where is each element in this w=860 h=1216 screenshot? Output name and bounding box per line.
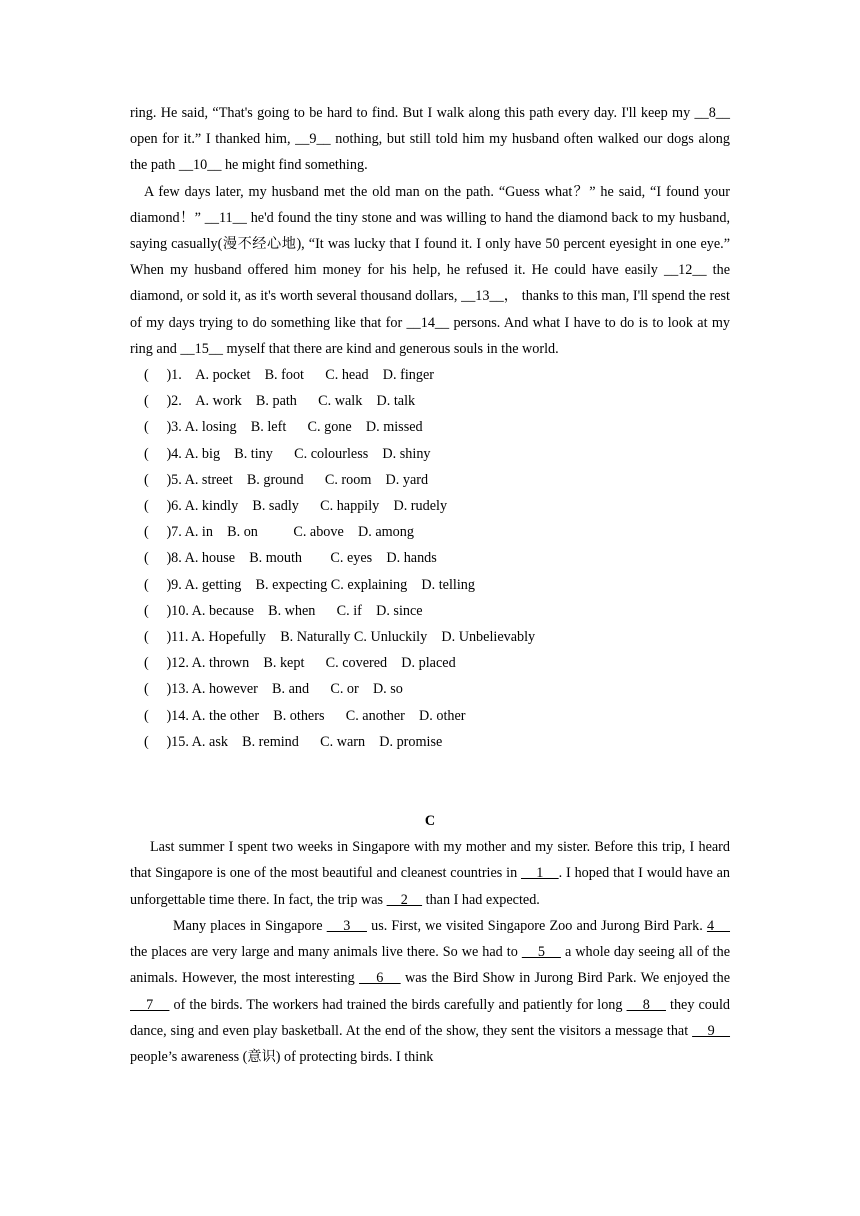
text-run: was the Bird Show in Jurong Bird Park. We enjoyed the: [400, 970, 730, 987]
blank-1: 1: [520, 865, 559, 882]
section-c-title: C: [424, 813, 436, 830]
blank-6: 6: [359, 970, 401, 987]
option-row-4: ( )4. A. big B. tiny C. colourless D. shiny: [144, 445, 431, 462]
option-row-6: ( )6. A. kindly B. sadly C. happily D. rudely: [144, 498, 448, 515]
option-row-15: ( )15. A. ask B. remind C. warn D. promise: [144, 733, 443, 750]
blank-4: 4: [706, 917, 731, 934]
option-row-1: ( )1. A. pocket B. foot C. head D. finger: [144, 367, 435, 384]
option-row-9: ( )9. A. getting B. expecting C. explaining D. telling: [144, 576, 475, 593]
option-row-3: ( )3. A. losing B. left C. gone D. missed: [144, 419, 423, 436]
blank-7: 7: [130, 996, 170, 1013]
text-run: a whole day seeing all of the animals. However, the most interesting: [130, 944, 731, 987]
blank-3: 3: [326, 917, 367, 934]
text-run: the places are very large and many animals live there. So we had to: [130, 944, 522, 961]
blank-8: 8: [626, 996, 666, 1013]
option-row-8: ( )8. A. house B. mouth C. eyes D. hands: [144, 550, 437, 567]
answer-options-list: [130, 362, 730, 755]
option-row-7: ( )7. A. in B. on C. above D. among: [144, 524, 414, 541]
blank-2: 2: [386, 891, 423, 908]
blank-5: 5: [521, 944, 561, 961]
blank-9: 9: [692, 1022, 731, 1039]
option-row-10: ( )10. A. because B. when C. if D. since: [144, 602, 423, 619]
text-run: they could dance, sing and even play basketball. At the end of the show, they sent the visitors a message that: [130, 996, 730, 1039]
option-row-2: ( )2. A. work B. path C. walk D. talk: [144, 393, 416, 410]
text-run: us. First, we visited Singapore Zoo and Jurong Bird Park.: [366, 917, 707, 934]
option-row-5: ( )5. A. street B. ground C. room D. yard: [144, 471, 429, 488]
option-row-14: ( )14. A. the other B. others C. another D. other: [144, 707, 466, 724]
option-row-13: ( )13. A. however B. and C. or D. so: [144, 681, 403, 698]
document-page: [130, 100, 730, 1070]
text-run: people’s awareness (意识) of protecting birds. I think: [130, 1048, 434, 1065]
section-c-paragraph-1: [130, 834, 730, 913]
section-c-paragraph-2: [130, 913, 730, 1070]
text-run: Many places in Singapore: [173, 917, 327, 934]
text-run: than I had expected.: [422, 891, 540, 908]
text-run: . I hoped that I would have an unforgettable time there. In fact, the trip was: [130, 865, 730, 908]
passage-paragraph-2: A few days later, my husband met the old man on the path. “Guess what？” he said, “I found your diamond！” __11__ he'd found the tiny stone and was willing to hand the diamond back to my husband, saying casually(漫不经心地), “It was lucky that I found it. I only have 50 percent eyesight in one eye.” When my husband offered him money for his help, he refused it. He could have easily __12__ the diamond, or sold it, as it's worth several thousand dollars, __13__， thanks to this man, I'll spend the rest of my days trying to do something like that for __14__ persons. And what I have to do is to look at my ring and __15__ myself that there are kind and generous souls in the world.: [130, 183, 730, 357]
text-run: of the birds. The workers had trained the birds carefully and patiently for long: [169, 996, 627, 1013]
text-run: Last summer I spent two weeks in Singapore with my mother and my sister. Before this trip, I heard that Singapore is one of the most beautiful and cleanest countries in: [130, 839, 730, 882]
option-row-11: ( )11. A. Hopefully B. Naturally C. Unluckily D. Unbelievably: [144, 629, 536, 646]
passage-paragraph-1: ring. He said, “That's going to be hard to find. But I walk along this path every day. I'll keep my __8__ open for it.” I thanked him, __9__ nothing, but still told him my husband often walked our dogs along the path __10__ he might find something.: [130, 105, 730, 174]
option-row-12: ( )12. A. thrown B. kept C. covered D. placed: [144, 655, 456, 672]
